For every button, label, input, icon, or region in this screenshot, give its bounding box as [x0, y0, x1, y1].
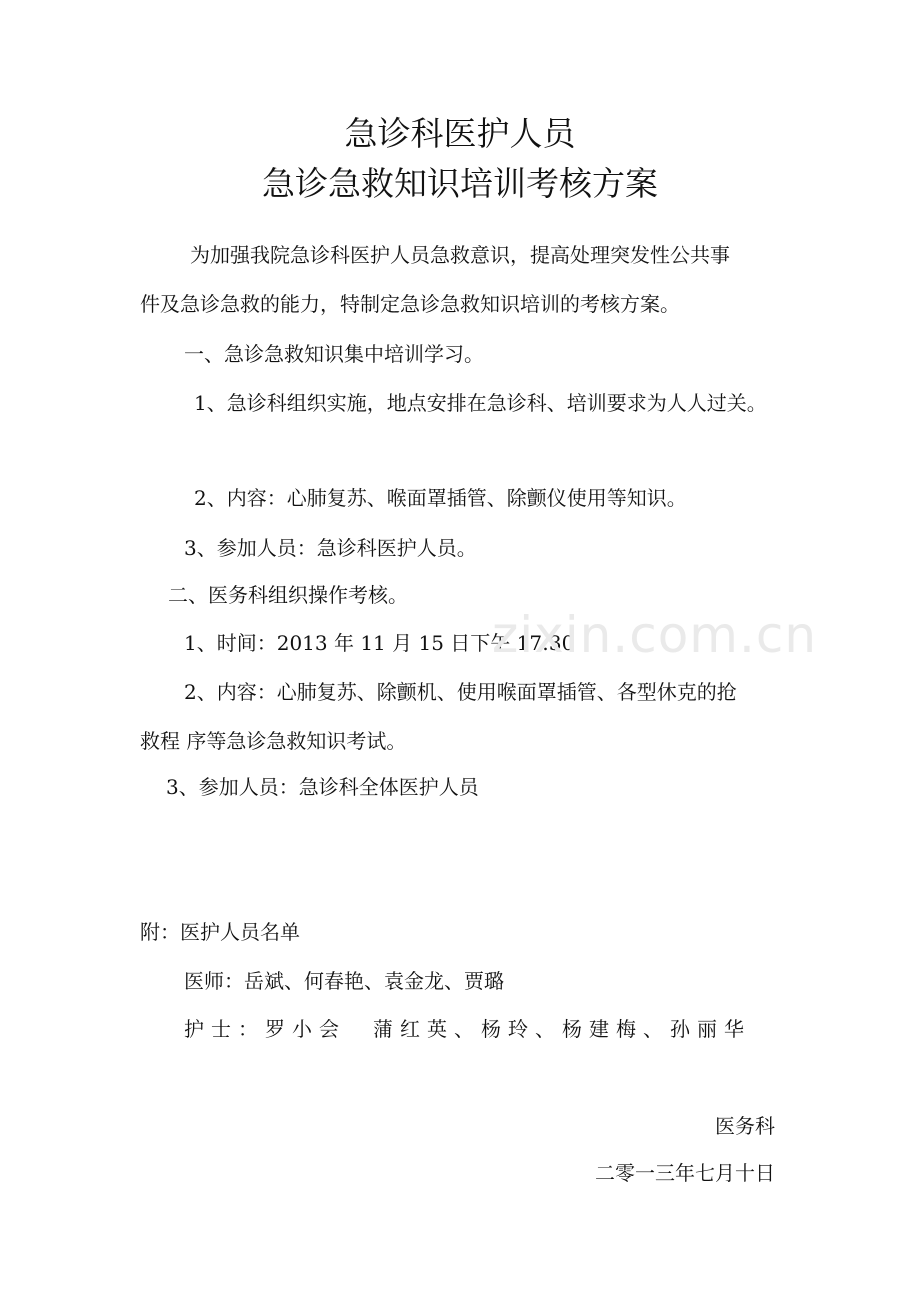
watermark: zixin.com.cn [492, 606, 818, 664]
section2-item-1: 1、时间：2013 年 11 月 15 日下午 17:30 [184, 631, 575, 655]
section2-heading: 二、医务科组织操作考核。 [168, 583, 408, 607]
doctors-list: 医师：岳斌、何春艳、袁金龙、贾璐 [184, 969, 504, 993]
intro-line-2: 件及急诊急救的能力，特制定急诊急救知识培训的考核方案。 [140, 292, 680, 316]
signature-date: 二零一三年七月十日 [595, 1161, 775, 1185]
section2-item-2-line-2: 救程 序等急诊急救知识考试。 [140, 729, 407, 753]
title-line-2: 急诊急救知识培训考核方案 [262, 164, 658, 203]
intro-line-1: 为加强我院急诊科医护人员急救意识，提高处理突发性公共事 [190, 243, 730, 267]
section1-item-2: 2、内容：心肺复苏、喉面罩插管、除颤仪使用等知识。 [194, 486, 687, 510]
section1-item-3: 3、参加人员：急诊科医护人员。 [184, 536, 477, 560]
section1-item-1: 1、急诊科组织实施，地点安排在急诊科、培训要求为人人过关。 [194, 391, 767, 415]
title-line-1: 急诊科医护人员 [344, 114, 576, 153]
signature-department: 医务科 [715, 1114, 775, 1138]
section2-item-3: 3、参加人员：急诊科全体医护人员 [166, 775, 479, 799]
appendix-heading: 附：医护人员名单 [140, 920, 300, 944]
section1-heading: 一、急诊急救知识集中培训学习。 [184, 342, 484, 366]
section2-item-2-line-1: 2、内容：心肺复苏、除颤机、使用喉面罩插管、各型休克的抢 [184, 680, 737, 704]
nurses-list: 护士：罗小会 蒲红英、杨玲、杨建梅、孙丽华 [184, 1017, 751, 1041]
